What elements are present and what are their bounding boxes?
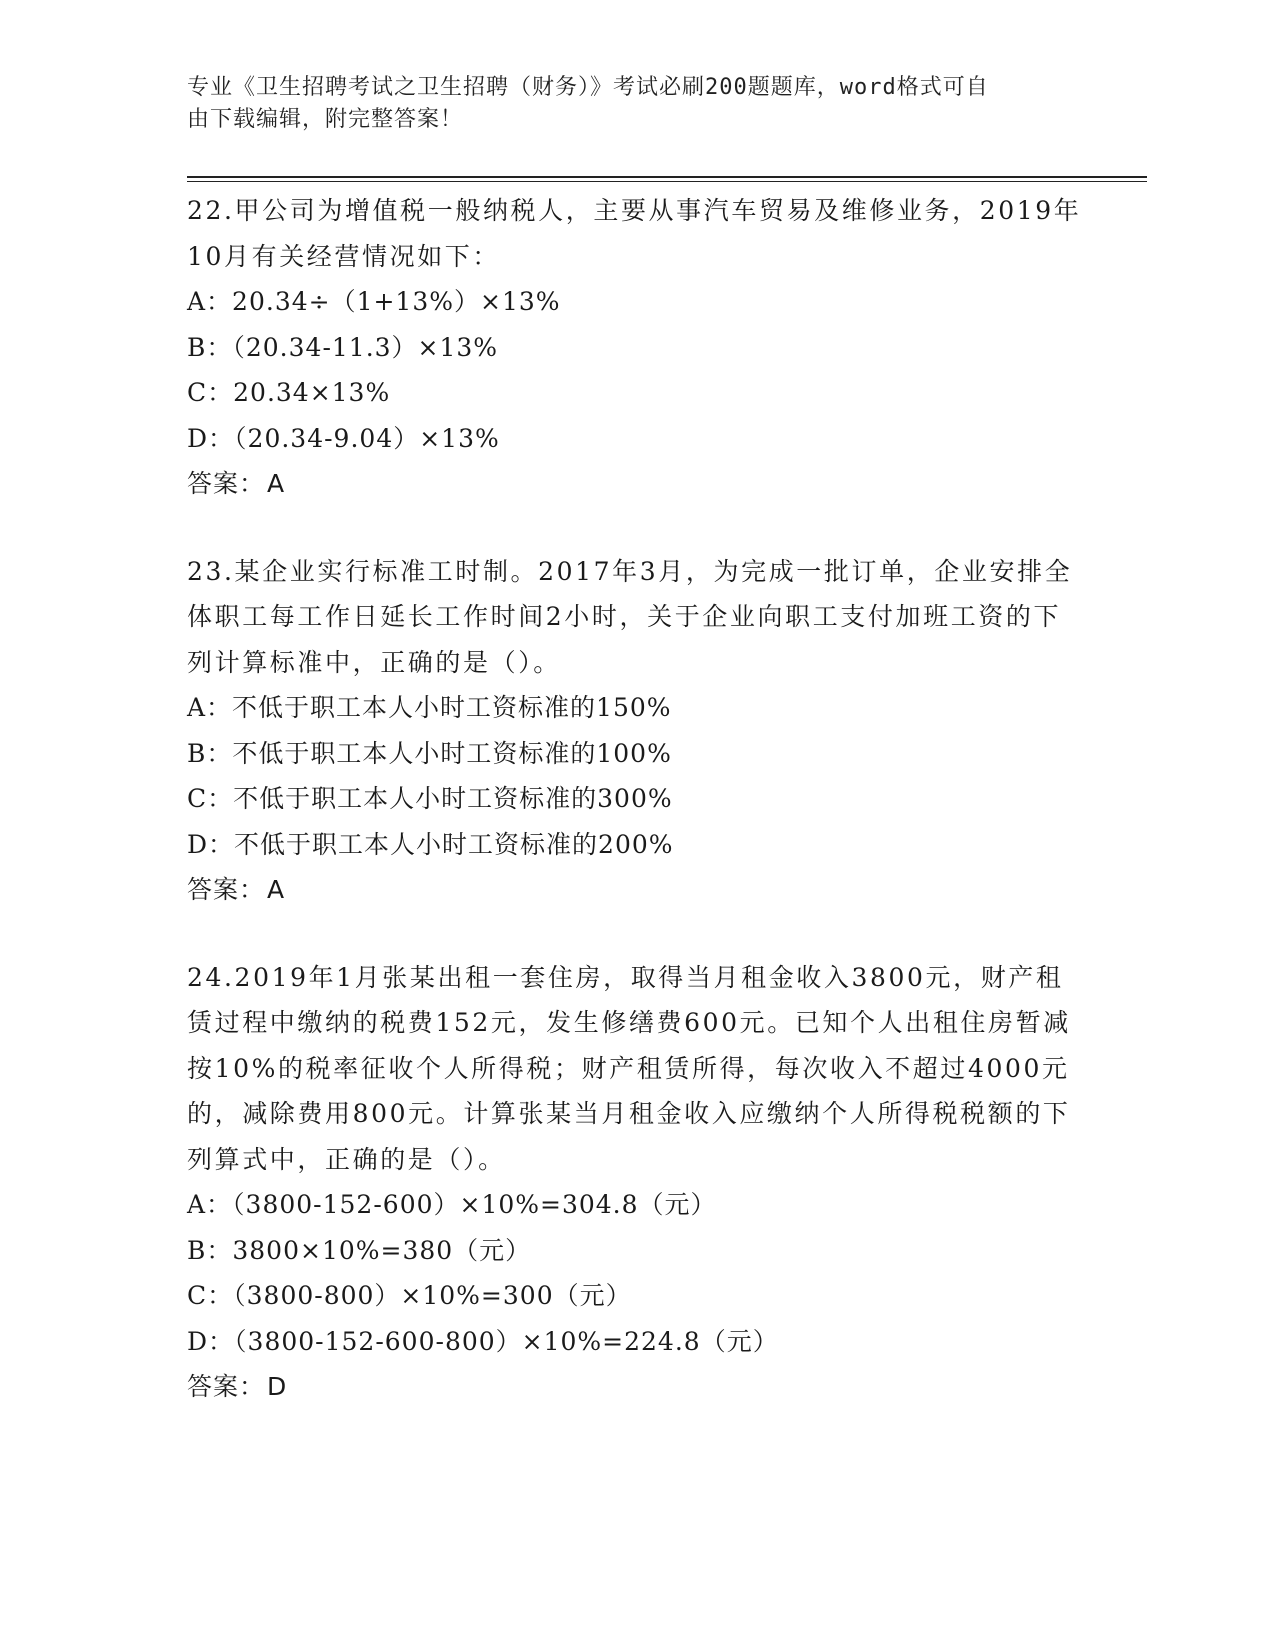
answer-value: A bbox=[267, 875, 286, 904]
question-22 bbox=[187, 188, 1087, 507]
option-b: B：不低于职工本人小时工资标准的100% bbox=[187, 738, 672, 768]
answer-label: 答案： bbox=[187, 1372, 266, 1401]
question-23 bbox=[187, 549, 1087, 913]
answer-value: D bbox=[267, 1372, 288, 1401]
question-24 bbox=[187, 955, 1087, 1410]
option-a: A：20.34÷（1+13%）×13% bbox=[187, 287, 561, 316]
option-d: D：（3800-152-600-800）×10%=224.8（元） bbox=[187, 1326, 779, 1356]
option-c: C：20.34×13% bbox=[187, 378, 391, 407]
document-header bbox=[187, 72, 1067, 136]
answer-line bbox=[187, 1364, 1087, 1410]
header-divider-thick bbox=[187, 176, 1147, 178]
question-stem: 22.甲公司为增值税一般纳税人，主要从事汽车贸易及维修业务，2019年10月有关经营情况如下： bbox=[187, 196, 1082, 271]
option-b: B：3800×10%=380（元） bbox=[187, 1235, 532, 1265]
header-title-line-1: 专业《卫生招聘考试之卫生招聘（财务）》考试必刷200题题库，word格式可自 bbox=[187, 75, 989, 100]
answer-label: 答案： bbox=[187, 875, 266, 904]
option-a: A：（3800-152-600）×10%=304.8（元） bbox=[187, 1190, 717, 1219]
option-a: A：不低于职工本人小时工资标准的150% bbox=[187, 693, 672, 722]
answer-line bbox=[187, 867, 1087, 913]
option-c: C：不低于职工本人小时工资标准的300% bbox=[187, 784, 673, 813]
option-d: D：不低于职工本人小时工资标准的200% bbox=[187, 829, 674, 859]
answer-value: A bbox=[267, 469, 286, 498]
answer-label: 答案： bbox=[187, 469, 266, 498]
question-stem: 23.某企业实行标准工时制。2017年3月，为完成一批订单，企业安排全体职工每工作日延长工作时间2小时，关于企业向职工支付加班工资的下列计算标准中，正确的是（）。 bbox=[187, 556, 1073, 677]
header-divider-thin bbox=[187, 181, 1147, 182]
option-b: B：（20.34-11.3）×13% bbox=[187, 332, 499, 362]
header-title-line-2: 由下载编辑，附完整答案！ bbox=[187, 107, 464, 132]
answer-line bbox=[187, 461, 1087, 507]
question-list bbox=[187, 188, 1087, 1452]
question-stem: 24.2019年1月张某出租一套住房，取得当月租金收入3800元，财产租赁过程中缴纳的税费152元，发生修缮费600元。已知个人出租住房暂减按10%的税率征收个人所得税；财产租赁所得，每次收入不超过4000元的，减除费用800元。计算张某当月租金收入应缴纳个人所得税税额的下列算式中，正确的是（）。 bbox=[187, 962, 1071, 1174]
option-d: D：（20.34-9.04）×13% bbox=[187, 423, 500, 453]
option-c: C：（3800-800）×10%=300（元） bbox=[187, 1281, 632, 1310]
